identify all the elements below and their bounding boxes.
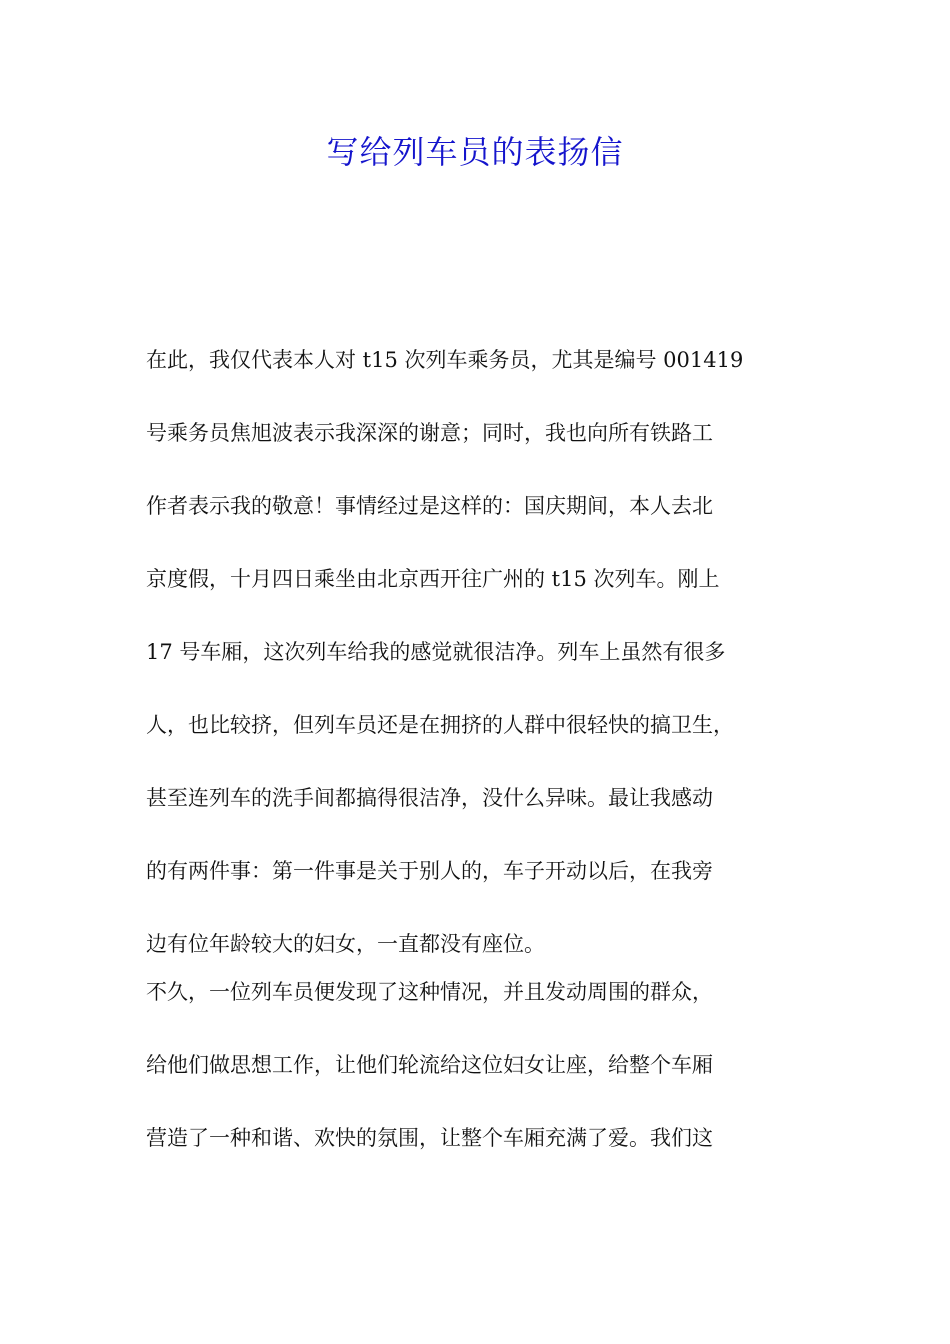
body-line: 人，也比较挤，但列车员还是在拥挤的人群中很轻快的搞卫生， bbox=[146, 713, 734, 737]
body-line: 作者表示我的敬意！事情经过是这样的：国庆期间，本人去北 bbox=[146, 494, 713, 518]
body-line: 边有位年龄较大的妇女，一直都没有座位。 bbox=[146, 932, 545, 956]
body-line: 不久，一位列车员便发现了这种情况，并且发动周围的群众， bbox=[146, 980, 713, 1004]
body-line: 京度假，十月四日乘坐由北京西开往广州的 t15 次列车。刚上 bbox=[146, 567, 720, 591]
document-title: 写给列车员的表扬信 bbox=[326, 133, 624, 171]
document-body bbox=[146, 340, 826, 1191]
body-line: 的有两件事：第一件事是关于别人的，车子开动以后，在我旁 bbox=[146, 859, 713, 883]
body-line: 在此，我仅代表本人对 t15 次列车乘务员，尤其是编号 001419 bbox=[146, 348, 744, 372]
body-line: 号乘务员焦旭波表示我深深的谢意；同时，我也向所有铁路工 bbox=[146, 421, 713, 445]
body-line: 17 号车厢，这次列车给我的感觉就很洁净。列车上虽然有很多 bbox=[146, 640, 726, 664]
body-line: 甚至连列车的洗手间都搞得很洁净，没什么异味。最让我感动 bbox=[146, 786, 713, 810]
body-line: 营造了一种和谐、欢快的氛围，让整个车厢充满了爱。我们这 bbox=[146, 1126, 713, 1150]
body-line: 给他们做思想工作，让他们轮流给这位妇女让座，给整个车厢 bbox=[146, 1053, 713, 1077]
